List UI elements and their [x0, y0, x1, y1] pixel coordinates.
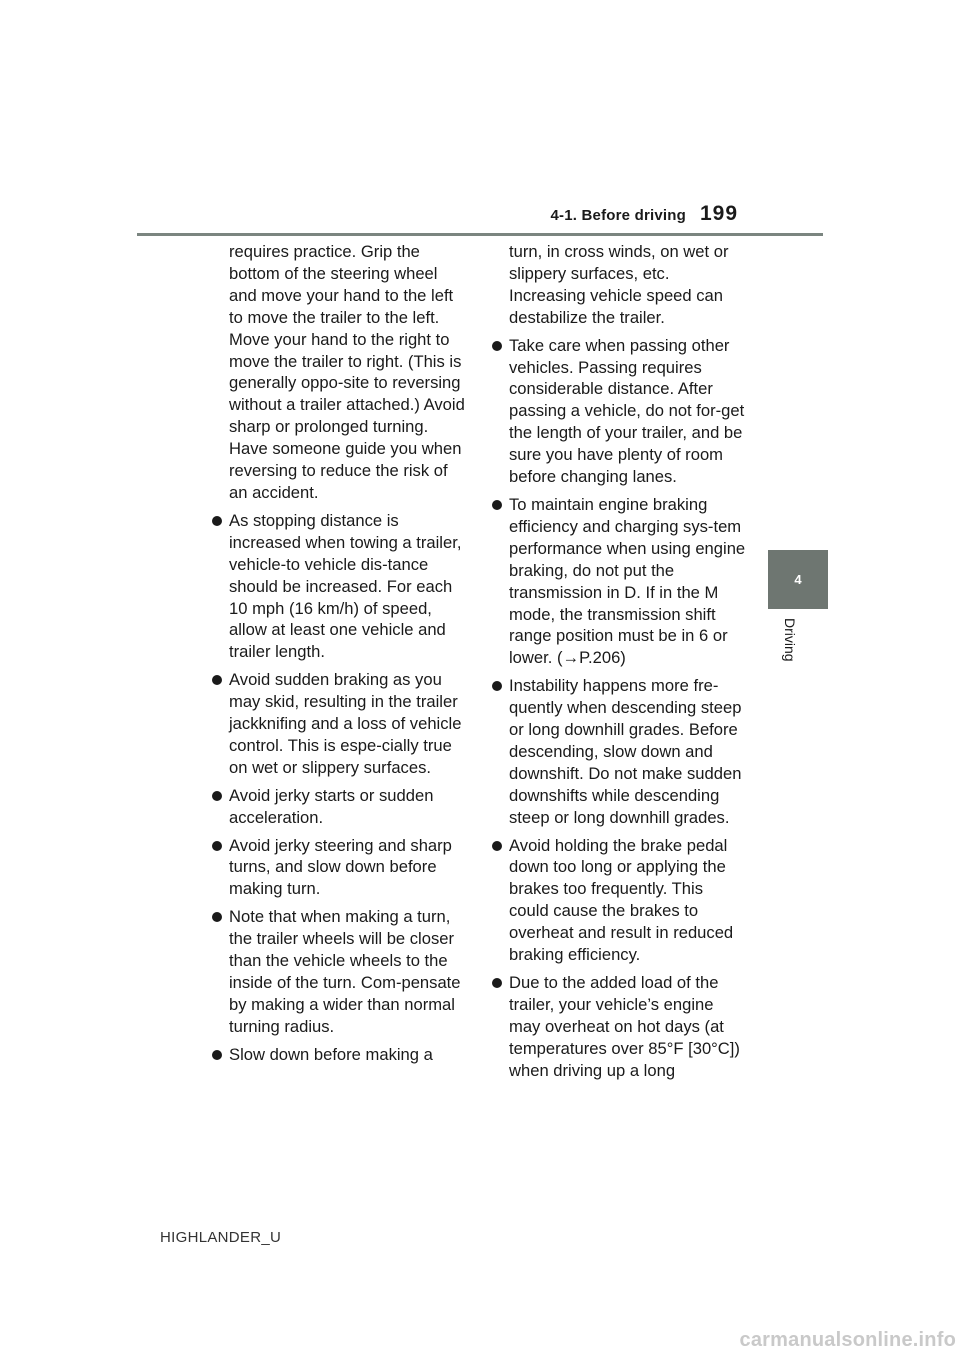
- list-item: [211, 835, 467, 901]
- bullet-icon: [212, 841, 222, 851]
- bullet-icon: [212, 791, 222, 801]
- list-item-text: Take care when passing other vehicles. Passing requires considerable distance. After passing a vehicle, do not for-get the length of your trailer, and be sure you have plenty of room before changing lanes.: [509, 335, 745, 487]
- bullet-icon: [492, 978, 502, 988]
- bullet-icon: [212, 1050, 222, 1060]
- list-item: [211, 785, 467, 829]
- right-column: [491, 241, 747, 1088]
- list-item-text: Avoid holding the brake pedal down too long or applying the brakes too frequently. This could cause the brakes to overheat and result in reduced braking efficiency.: [509, 835, 734, 965]
- continuation-text: requires practice. Grip the bottom of the steering wheel and move your hand to the left to move the trailer to the left. Move your hand to the right to move the trailer to right. (This is generally oppo-site to reversing without a trailer attached.) Avoid sharp or prolonged turning. Have someone guide you when reversing to reduce the risk of an accident.: [229, 242, 465, 502]
- list-item: [491, 675, 747, 828]
- bullet-icon: [492, 681, 502, 691]
- list-item: [491, 835, 747, 966]
- bullet-icon: [492, 500, 502, 510]
- footer-model-code: HIGHLANDER_U: [160, 1229, 282, 1246]
- list-item: [211, 906, 467, 1037]
- header-section-title: 4-1. Before driving: [550, 207, 686, 224]
- bullet-icon: [492, 841, 502, 851]
- list-item: [211, 669, 467, 779]
- continuation-text: turn, in cross winds, on wet or slippery surfaces, etc. Increasing vehicle speed can destabilize the trailer.: [509, 242, 729, 327]
- bullet-icon: [492, 341, 502, 351]
- list-item-text: As stopping distance is increased when towing a trailer, vehicle-to vehicle dis-tance should be increased. For each 10 mph (16 km/h) of speed, allow at least one vehicle and trailer length.: [229, 510, 462, 662]
- list-item: [491, 494, 747, 669]
- watermark: carmanualsonline.info: [739, 1329, 956, 1351]
- chapter-tab: [768, 550, 828, 609]
- bullet-icon: [212, 912, 222, 922]
- list-item: [211, 510, 467, 663]
- list-item-text: Instability happens more fre-quently when descending steep or long downhill grades. Before descending, slow down and downshift. Do not make sudden downshifts while descending steep or long downhill grades.: [509, 676, 742, 827]
- list-item-text: Avoid jerky steering and sharp turns, and slow down before making turn.: [229, 835, 452, 899]
- list-item: [491, 335, 747, 488]
- chapter-label: Driving: [782, 618, 798, 662]
- list-item-text: Note that when making a turn, the trailer wheels will be closer than the vehicle wheels to the inside of the turn. Com-pensate by making a wider than normal turning radius.: [229, 907, 461, 1036]
- list-item: [211, 1044, 467, 1066]
- list-item-text: Avoid sudden braking as you may skid, resulting in the trailer jackknifing and a loss of vehicle control. This is espe-cially true on wet or slippery surfaces.: [229, 670, 462, 777]
- list-item-text: Avoid jerky starts or sudden acceleration.: [229, 785, 434, 827]
- list-item-text: Due to the added load of the trailer, your vehicle’s engine may overheat on hot days (at temperatures over 85°F [30°C]) when driving up a long: [509, 973, 740, 1080]
- bullet-icon: [212, 516, 222, 526]
- header-rule: [137, 233, 823, 236]
- list-item-text: To maintain engine braking efficiency and charging sys-tem performance when using engine braking, do not put the transmission in D. If in the M mode, the transmission shift range position must be in 6 or lower. (→P.206): [509, 494, 746, 668]
- list-item: [491, 972, 747, 1082]
- left-column: [211, 241, 467, 1072]
- bullet-icon: [212, 675, 222, 685]
- list-item-text: Slow down before making a: [229, 1044, 433, 1064]
- page-number: 199: [700, 202, 739, 225]
- chapter-number: 4: [794, 572, 802, 587]
